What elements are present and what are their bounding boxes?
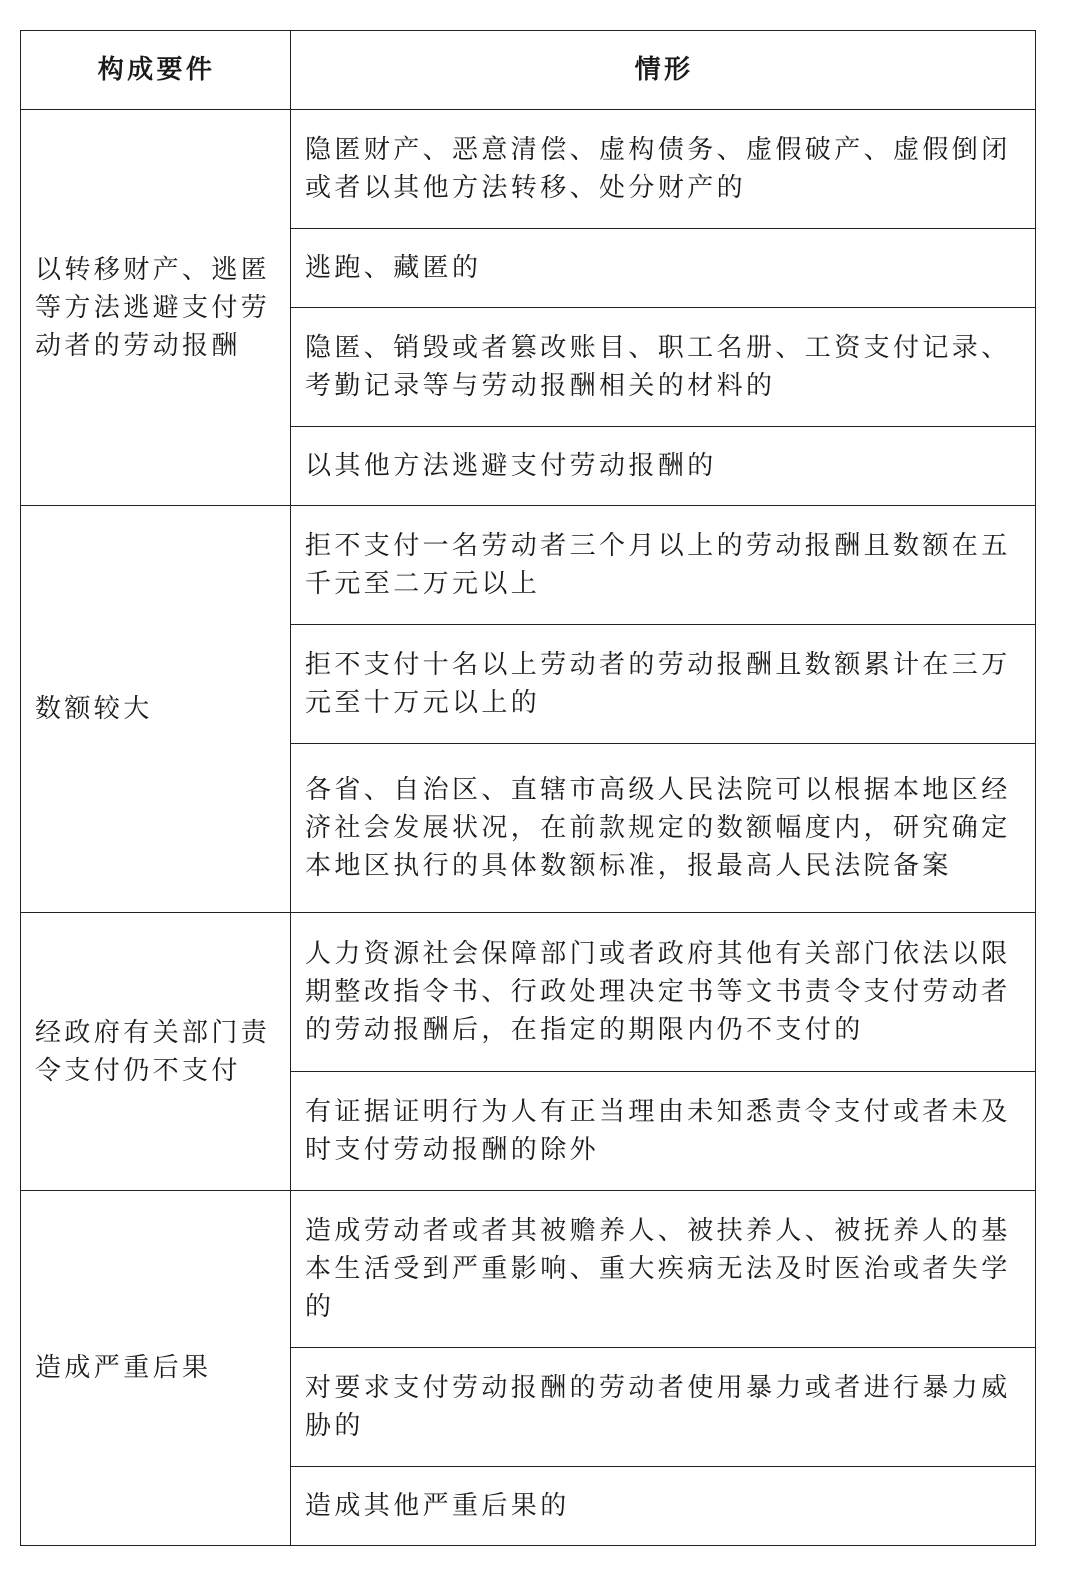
constituent-elements-table [20,30,1036,1546]
case-cell: 有证据证明行为人有正当理由未知悉责令支付或者未及时支付劳动报酬的除外 [291,1072,1036,1191]
table-row [21,110,1036,229]
case-cell: 拒不支付十名以上劳动者的劳动报酬且数额累计在三万元至十万元以上的 [291,625,1036,744]
table-row [21,1191,1036,1348]
element-cell: 造成严重后果 [21,1191,291,1546]
case-cell: 隐匿财产、恶意清偿、虚构债务、虚假破产、虚假倒闭或者以其他方法转移、处分财产的 [291,110,1036,229]
case-cell: 造成其他严重后果的 [291,1467,1036,1546]
header-row [21,31,1036,110]
case-cell: 各省、自治区、直辖市高级人民法院可以根据本地区经济社会发展状况，在前款规定的数额幅度内，研究确定本地区执行的具体数额标准，报最高人民法院备案 [291,744,1036,913]
table-row [21,913,1036,1072]
case-cell: 对要求支付劳动报酬的劳动者使用暴力或者进行暴力威胁的 [291,1348,1036,1467]
header-element: 构成要件 [21,31,291,110]
case-cell: 隐匿、销毁或者篡改账目、职工名册、工资支付记录、考勤记录等与劳动报酬相关的材料的 [291,308,1036,427]
case-cell: 拒不支付一名劳动者三个月以上的劳动报酬且数额在五千元至二万元以上 [291,506,1036,625]
case-cell: 造成劳动者或者其被赡养人、被扶养人、被抚养人的基本生活受到严重影响、重大疾病无法及时医治或者失学的 [291,1191,1036,1348]
element-cell: 以转移财产、逃匿等方法逃避支付劳动者的劳动报酬 [21,110,291,506]
element-cell: 数额较大 [21,506,291,913]
table-row [21,506,1036,625]
element-cell: 经政府有关部门责令支付仍不支付 [21,913,291,1191]
case-cell: 逃跑、藏匿的 [291,229,1036,308]
case-cell: 人力资源社会保障部门或者政府其他有关部门依法以限期整改指令书、行政处理决定书等文书责令支付劳动者的劳动报酬后，在指定的期限内仍不支付的 [291,913,1036,1072]
case-cell: 以其他方法逃避支付劳动报酬的 [291,427,1036,506]
header-case: 情形 [291,31,1036,110]
